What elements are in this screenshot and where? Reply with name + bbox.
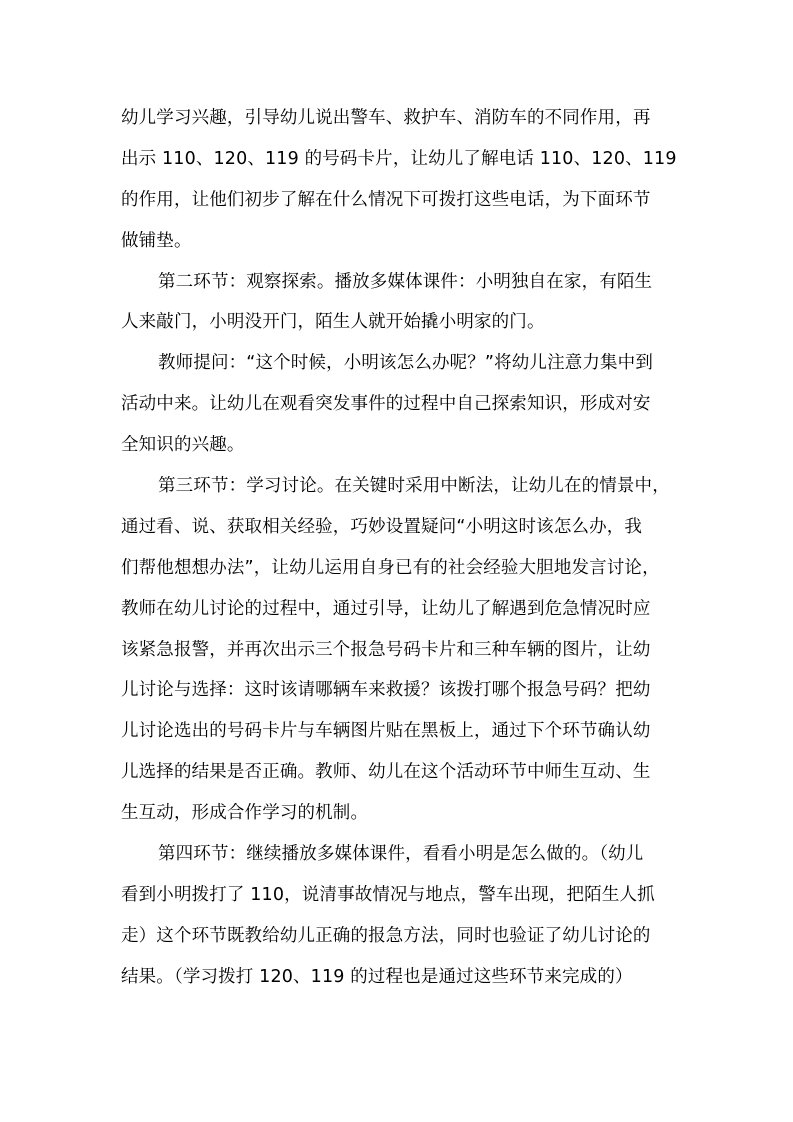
text-line-12: 们帮他想想办法”，让幼儿运用自身已有的社会经验大胆地发言讨论， bbox=[121, 557, 660, 578]
text-line-18: 生互动，形成合作学习的机制。 bbox=[121, 803, 369, 824]
paragraph-3-start: 教师提问：“这个时候，小明该怎么办呢？”将幼儿注意力集中到 bbox=[158, 353, 653, 374]
text-line-6: 人来敲门，小明没开门，陌生人就开始撬小明家的门。 bbox=[121, 312, 545, 333]
text-line-1: 幼儿学习兴趣，引导幼儿说出警车、救护车、消防车的不同作用，再 bbox=[121, 108, 651, 128]
text-line-14: 该紧急报警，并再次出示三个报急号码卡片和三种车辆的图片，让幼 bbox=[121, 639, 651, 660]
text-line-2: 出示 110、120、119 的号码卡片，让幼儿了解电话 110、120、119 bbox=[121, 148, 677, 169]
text-line-17: 儿选择的结果是否正确。教师、幼儿在这个活动环节中师生互动、生 bbox=[121, 762, 651, 783]
paragraph-2-start: 第二环节：观察探索。播放多媒体课件：小明独自在家，有陌生 bbox=[158, 271, 653, 292]
paragraph-5-start: 第四环节：继续播放多媒体课件，看看小明是怎么做的。（幼儿 bbox=[158, 844, 644, 865]
text-line-21: 走）这个环节既教给幼儿正确的报急方法，同时也验证了幼儿讨论的 bbox=[121, 925, 651, 946]
text-line-3: 的作用，让他们初步了解在什么情况下可拨打这些电话，为下面环节 bbox=[121, 189, 651, 210]
text-line-9: 全知识的兴趣。 bbox=[121, 435, 245, 456]
text-line-13: 教师在幼儿讨论的过程中，通过引导，让幼儿了解遇到危急情况时应 bbox=[121, 598, 651, 619]
paragraph-4-start: 第三环节：学习讨论。在关键时采用中断法，让幼儿在的情景中， bbox=[158, 476, 670, 497]
document-body bbox=[121, 98, 681, 998]
text-line-20: 看到小明拨打了 110，说清事故情况与地点，警车出现，把陌生人抓 bbox=[121, 884, 655, 905]
text-line-4: 做铺垫。 bbox=[121, 230, 192, 251]
text-line-22: 结果。（学习拨打 120、119 的过程也是通过这些环节来完成的） bbox=[121, 966, 633, 987]
text-line-8: 活动中来。让幼儿在观看突发事件的过程中自己探索知识，形成对安 bbox=[121, 394, 651, 415]
text-line-16: 儿讨论选出的号码卡片与车辆图片贴在黑板上，通过下个环节确认幼 bbox=[121, 721, 651, 742]
text-line-15: 儿讨论与选择：这时该请哪辆车来救援？该拨打哪个报急号码？把幼 bbox=[121, 680, 651, 701]
text-line-11: 通过看、说、获取相关经验，巧妙设置疑问“小明这时该怎么办，我 bbox=[121, 516, 643, 537]
